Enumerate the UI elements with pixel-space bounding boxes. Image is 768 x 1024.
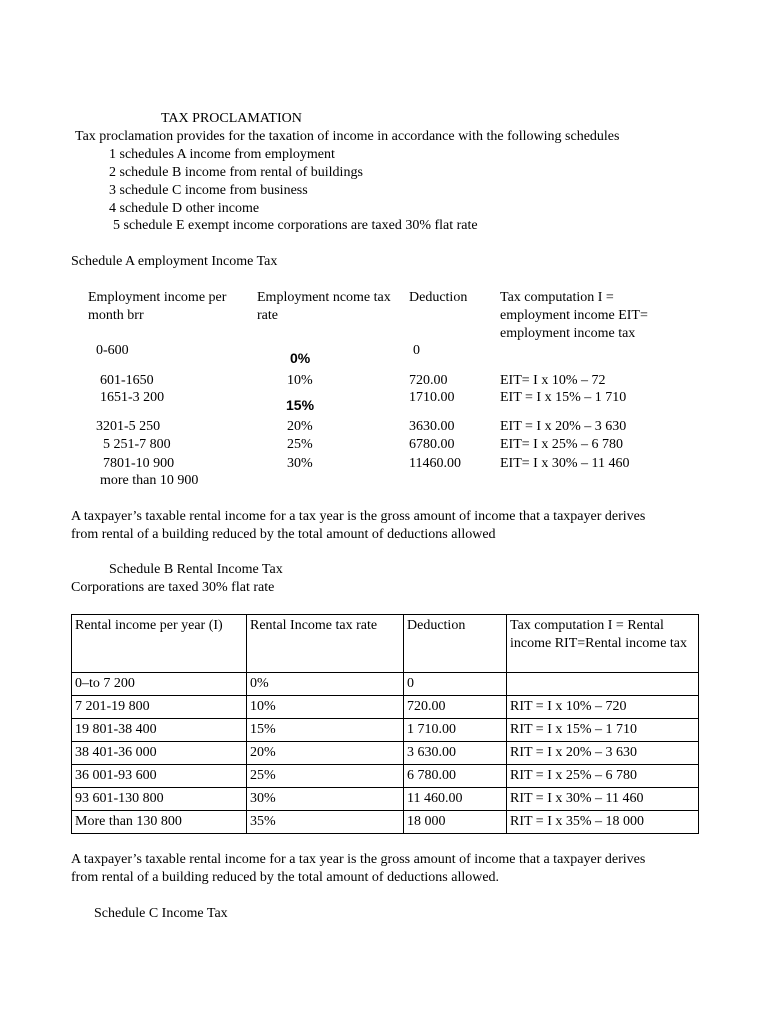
table-cell: RIT = I x 25% – 6 780	[507, 765, 699, 788]
table-cell: 93 601-130 800	[72, 788, 247, 811]
col-header-income: month brr	[88, 308, 144, 323]
schedule-list-item: 3 schedule C income from business	[109, 183, 308, 198]
table-cell: 0–to 7 200	[72, 673, 247, 696]
table-cell: EIT = I x 15% – 1 710	[500, 390, 627, 405]
table-cell: 0-600	[96, 343, 129, 358]
col-header-deduction: Deduction	[409, 290, 468, 305]
table-cell: 30%	[287, 456, 313, 471]
schedule-c-heading: Schedule C Income Tax	[94, 906, 228, 921]
schedule-b-table	[71, 614, 699, 834]
col-header-rate: rate	[257, 308, 278, 323]
table-row	[72, 742, 699, 765]
table-cell: 0	[404, 673, 507, 696]
table-cell: 6 780.00	[404, 765, 507, 788]
table-cell: 38 401-36 000	[72, 742, 247, 765]
table-cell: 10%	[247, 696, 404, 719]
table-cell: 720.00	[409, 373, 448, 388]
table-cell: 3630.00	[409, 419, 455, 434]
table-cell: 30%	[247, 788, 404, 811]
table-row	[72, 788, 699, 811]
table-cell: 20%	[287, 419, 313, 434]
table-cell: RIT = I x 20% – 3 630	[507, 742, 699, 765]
col-header-rate: Rental Income tax rate	[247, 615, 404, 673]
table-cell: RIT = I x 15% – 1 710	[507, 719, 699, 742]
table-row	[72, 811, 699, 834]
table-cell: 7 201-19 800	[72, 696, 247, 719]
table-cell: 36 001-93 600	[72, 765, 247, 788]
table-cell: 25%	[287, 437, 313, 452]
table-cell: 3 630.00	[404, 742, 507, 765]
col-header-deduction: Deduction	[404, 615, 507, 673]
schedule-list-item: 2 schedule B income from rental of buildings	[109, 165, 363, 180]
table-cell: 19 801-38 400	[72, 719, 247, 742]
table-cell: 0%	[290, 350, 311, 366]
schedule-b-note: Corporations are taxed 30% flat rate	[71, 580, 275, 595]
col-header-computation: Tax computation I =	[500, 290, 614, 305]
table-cell: EIT = I x 20% – 3 630	[500, 419, 627, 434]
table-cell: 1 710.00	[404, 719, 507, 742]
table-cell: 18 000	[404, 811, 507, 834]
intro-text: Tax proclamation provides for the taxation of income in accordance with the following schedules	[75, 129, 620, 144]
table-cell: EIT= I x 25% – 6 780	[500, 437, 623, 452]
table-row	[72, 765, 699, 788]
schedule-list-item: 1 schedules A income from employment	[109, 147, 335, 162]
table-cell: RIT = I x 35% – 18 000	[507, 811, 699, 834]
table-row	[72, 673, 699, 696]
table-cell: 35%	[247, 811, 404, 834]
table-cell: 25%	[247, 765, 404, 788]
table-cell: RIT = I x 10% – 720	[507, 696, 699, 719]
col-header-rate: Employment ncome tax	[257, 290, 391, 305]
table-cell	[507, 673, 699, 696]
table-cell: 11 460.00	[404, 788, 507, 811]
table-cell: 10%	[287, 373, 313, 388]
paragraph: from rental of a building reduced by the total amount of deductions allowed.	[71, 870, 500, 885]
table-cell: 15%	[247, 719, 404, 742]
schedule-list-item: 5 schedule E exempt income corporations are taxed 30% flat rate	[113, 218, 478, 233]
table-cell: More than 130 800	[72, 811, 247, 834]
schedule-a-heading: Schedule A employment Income Tax	[71, 254, 278, 269]
paragraph: from rental of a building reduced by the total amount of deductions allowed	[71, 527, 496, 542]
schedule-b-heading: Schedule B Rental Income Tax	[109, 562, 283, 577]
table-cell: more than 10 900	[100, 473, 199, 488]
col-header-computation: employment income EIT=	[500, 308, 648, 323]
table-row	[72, 719, 699, 742]
page-title: TAX PROCLAMATION	[161, 111, 302, 126]
table-cell: 601-1650	[100, 373, 154, 388]
table-cell: 20%	[247, 742, 404, 765]
table-cell: 3201-5 250	[96, 419, 161, 434]
table-cell: 720.00	[404, 696, 507, 719]
table-cell: 6780.00	[409, 437, 455, 452]
col-header-computation: Tax computation I = Rental income RIT=Rental income tax	[507, 615, 699, 673]
col-header-computation: employment income tax	[500, 326, 636, 341]
table-cell: 1651-3 200	[100, 390, 165, 405]
table-cell: 0%	[247, 673, 404, 696]
col-header-income: Rental income per year (I)	[72, 615, 247, 673]
table-cell: 11460.00	[409, 456, 461, 471]
table-row	[72, 696, 699, 719]
table-header-row	[72, 615, 699, 673]
table-cell: 1710.00	[409, 390, 455, 405]
schedule-list-item: 4 schedule D other income	[109, 201, 260, 216]
table-cell: 5 251-7 800	[103, 437, 171, 452]
table-cell: 7801-10 900	[103, 456, 175, 471]
table-cell: EIT= I x 10% – 72	[500, 373, 606, 388]
table-cell: 0	[413, 343, 420, 358]
paragraph: A taxpayer’s taxable rental income for a tax year is the gross amount of income that a taxpayer derives	[71, 509, 646, 524]
table-cell: EIT= I x 30% – 11 460	[500, 456, 630, 471]
col-header-income: Employment income per	[88, 290, 227, 305]
table-cell: RIT = I x 30% – 11 460	[507, 788, 699, 811]
table-cell: 15%	[286, 397, 315, 413]
paragraph: A taxpayer’s taxable rental income for a tax year is the gross amount of income that a taxpayer derives	[71, 852, 646, 867]
